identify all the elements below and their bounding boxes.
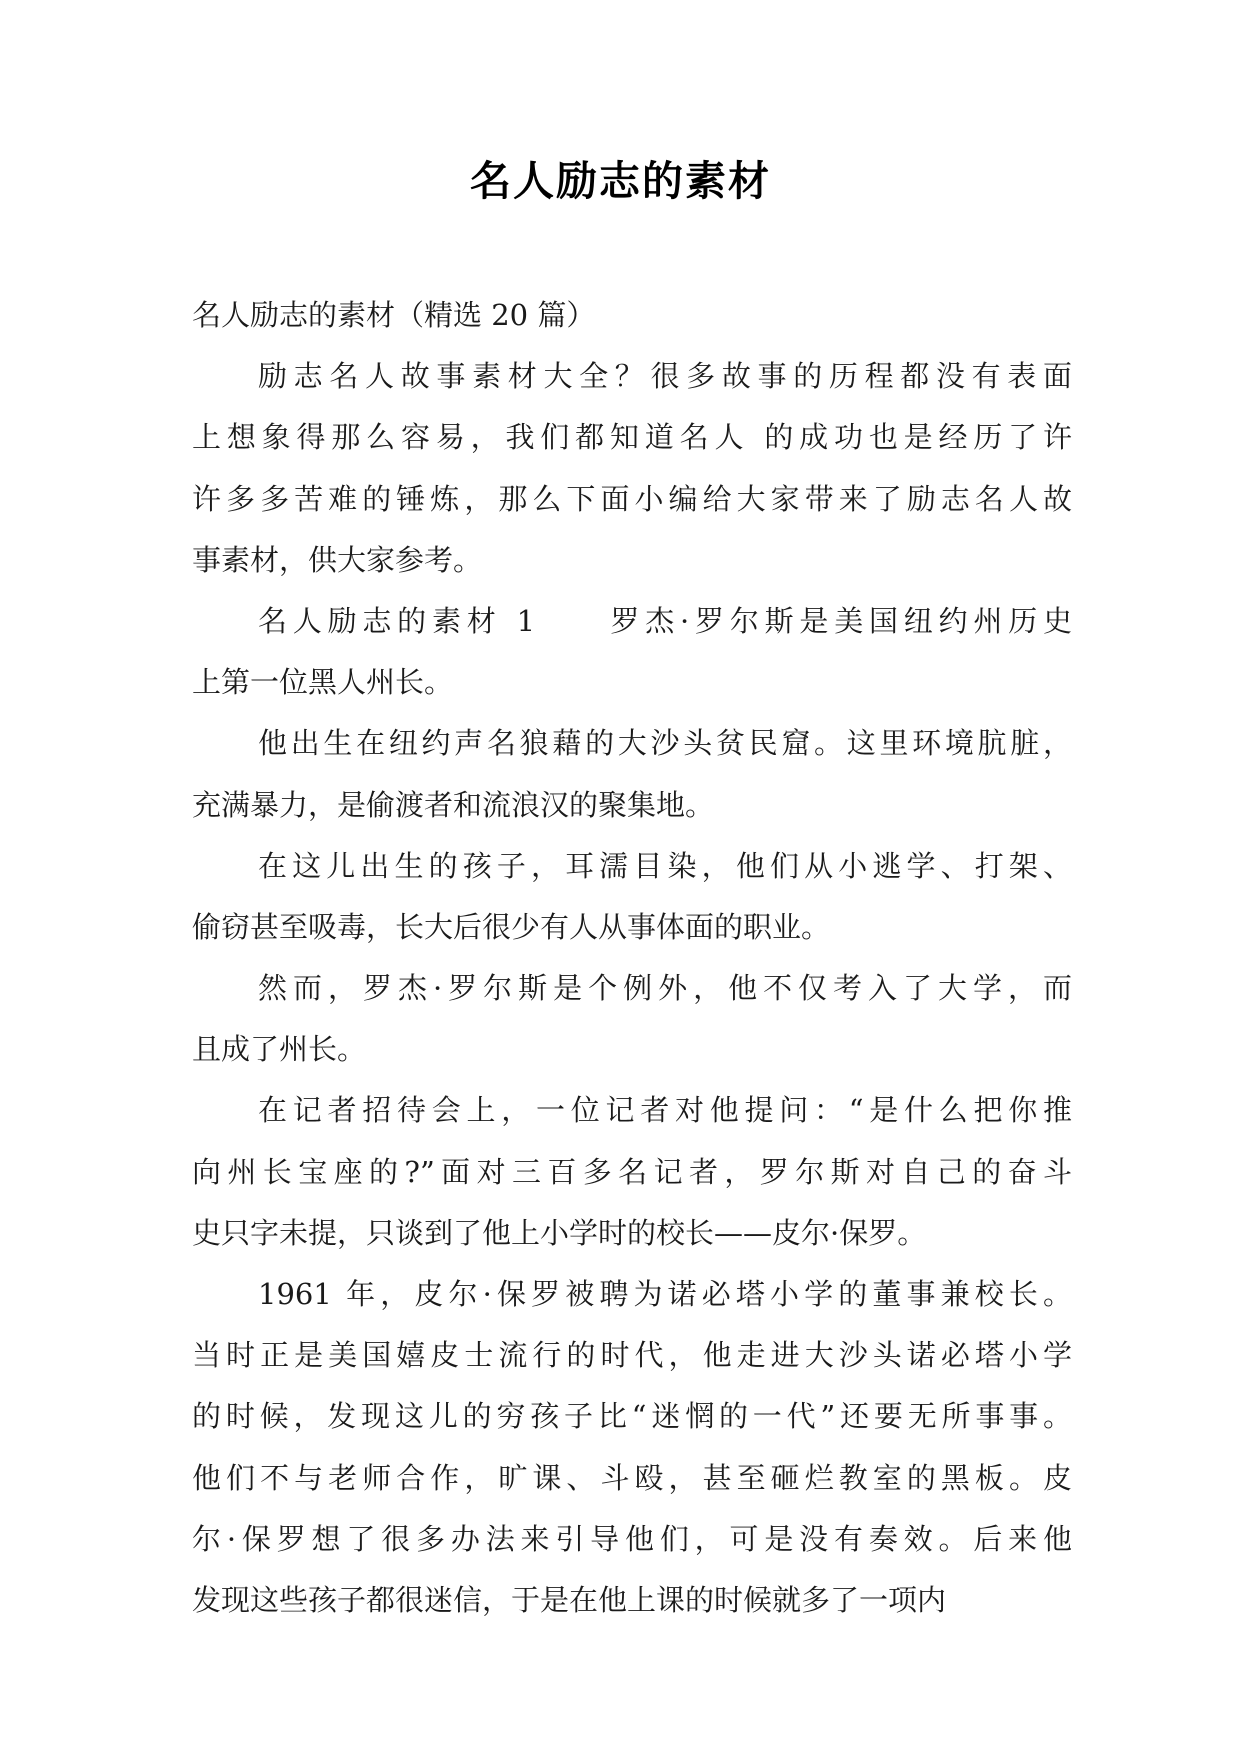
paragraph [192,591,1072,713]
paragraph-line: 事素材，供大家参考。 [192,542,483,577]
paragraph-line: 史只字未提，只谈到了他上小学时的校长——皮尔·保罗。 [192,1215,927,1250]
paragraph [192,958,1072,1080]
paragraph-line: 向州长宝座的?”面对三百多名记者，罗尔斯对自己的奋斗 [192,1154,1072,1189]
paragraph-line: 许多多苦难的锤炼，那么下面小编给大家带来了励志名人故 [192,481,1072,516]
paragraph-line: 1961 年，皮尔·保罗被聘为诺必塔小学的董事兼校长。 [258,1277,1072,1311]
paragraph-line: 在这儿出生的孩子，耳濡目染，他们从小逃学、打架、 [258,848,1072,883]
paragraph-line: 且成了州长。 [192,1032,367,1067]
paragraph-line: 尔·保罗想了很多办法来引导他们，可是没有奏效。后来他 [192,1521,1072,1556]
paragraph-line: 上第一位黑人州长。 [192,665,454,700]
paragraph-line: 名人励志的素材（精选 20 篇） [192,298,596,332]
paragraph-line: 充满暴力，是偷渡者和流浪汉的聚集地。 [192,787,715,822]
paragraph-line: 名人励志的素材 1 罗杰·罗尔斯是美国纽约州历史 [258,603,1072,638]
paragraph [192,836,1072,958]
paragraph-line: 上想象得那么容易，我们都知道名人 的成功也是经历了许 [192,420,1072,455]
paragraph-line: 他出生在纽约声名狼藉的大沙头贫民窟。这里环境肮脏， [258,726,1072,761]
paragraph-line: 当时正是美国嬉皮士流行的时代，他走进大沙头诺必塔小学 [192,1338,1072,1373]
document-title: 名人励志的素材 [470,157,771,205]
paragraph-line: 的时候，发现这儿的穷孩子比“迷惘的一代”还要无所事事。 [192,1399,1072,1434]
document-body [192,285,1072,1631]
paragraph [192,346,1072,591]
paragraph-line: 然而，罗杰·罗尔斯是个例外，他不仅考入了大学，而 [258,971,1072,1006]
paragraph [192,1264,1072,1631]
paragraph-line: 发现这些孩子都很迷信，于是在他上课的时候就多了一项内 [192,1582,947,1617]
paragraph-line: 偷窃甚至吸毒，长大后很少有人从事体面的职业。 [192,909,831,944]
paragraph-line: 在记者招待会上，一位记者对他提问：“是什么把你推 [258,1093,1072,1128]
paragraph-line: 他们不与老师合作，旷课、斗殴，甚至砸烂教室的黑板。皮 [192,1460,1072,1495]
paragraph-line: 励志名人故事素材大全？很多故事的历程都没有表面 [258,359,1072,394]
paragraph [192,713,1072,835]
paragraph [192,285,1072,346]
paragraph [192,1080,1072,1264]
